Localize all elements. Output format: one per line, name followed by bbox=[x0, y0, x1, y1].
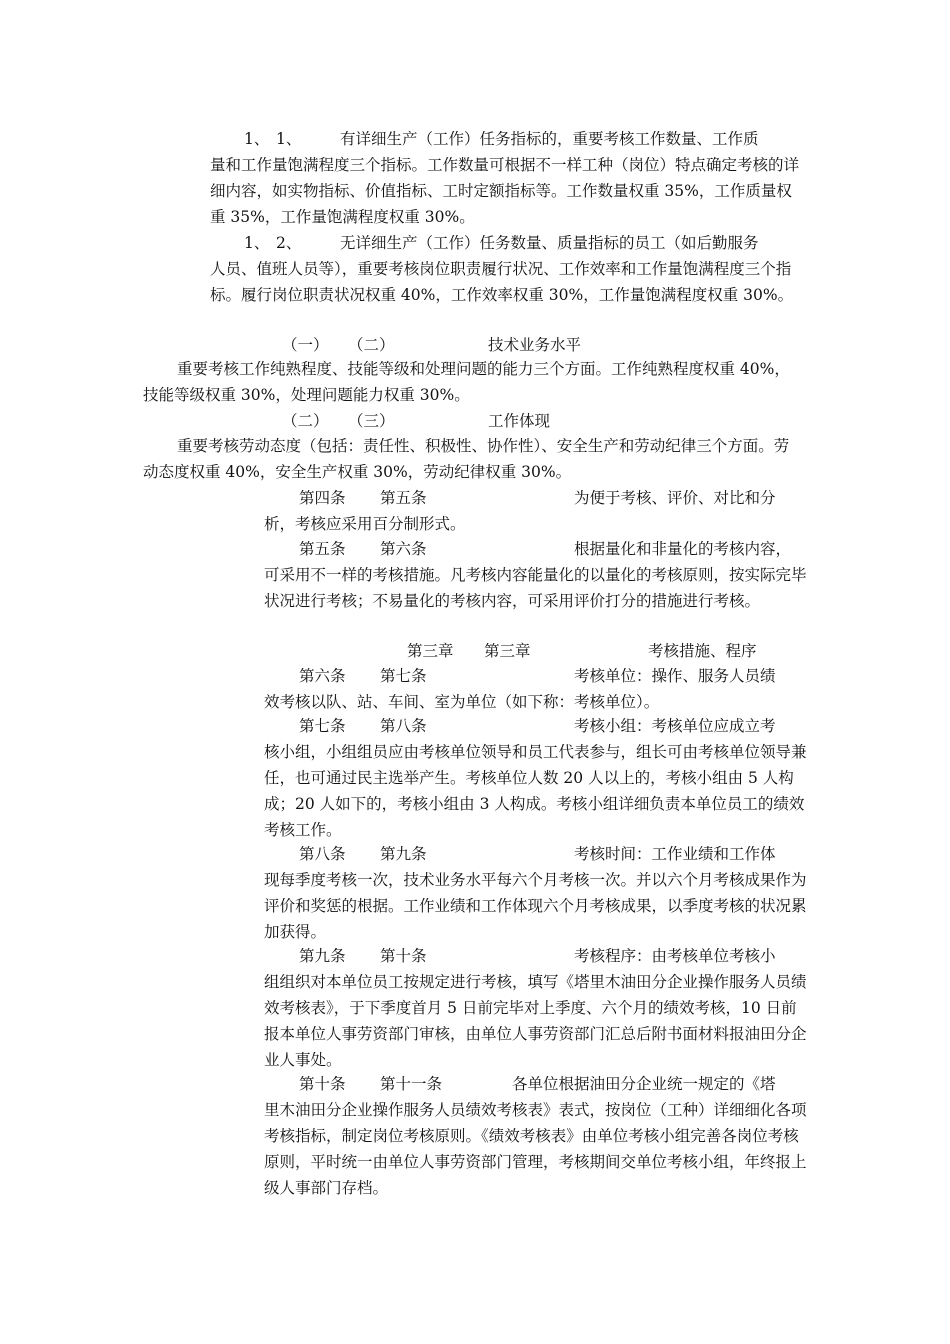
article-6-number: 第六条 bbox=[299, 667, 346, 685]
item-2-number: 1、 bbox=[244, 234, 270, 252]
article-5-number: 第五条 bbox=[299, 540, 346, 558]
article-7-text: 核小组，小组组员应由考核单位领导和员工代表参与，组长可由考核单位领导兼任，也可通过民主选举产生。考核单位人数 20 人以上的，考核小组由 5 人构成；20 人如下的，考核小组由 3 人构成。考核小组详细负责本单位员工的绩效考核工作。 bbox=[264, 743, 807, 839]
article-8-text: 现每季度考核一次，技术业务水平每六个月考核一次。并以六个月考核成果作为评价和奖惩的根据。工作业绩和工作体现六个月考核成果，以季度考核的状况累加获得。 bbox=[264, 871, 807, 941]
article-6-number-dup: 第七条 bbox=[380, 667, 427, 685]
section-tech-number-dup: （二） bbox=[348, 336, 395, 354]
article-9-number-dup: 第十条 bbox=[380, 947, 427, 965]
article-8-number-dup: 第九条 bbox=[380, 845, 427, 863]
article-10-text: 里木油田分企业操作服务人员绩效考核表》表式，按岗位（工种）详细细化各项考核指标，制定岗位考核原则。《绩效考核表》由单位考核小组完善各岗位考核原则，平时统一由单位人事劳资部门管理，考核期间交单位考核小组，年终报上级人事部门存档。 bbox=[264, 1101, 807, 1197]
item-2-number-dup: 2、 bbox=[276, 234, 302, 252]
article-6-text: 效考核以队、站、车间、室为单位（如下称：考核单位）。 bbox=[264, 693, 660, 711]
article-9-text: 组组织对本单位员工按规定进行考核，填写《塔里木油田分企业操作服务人员绩效考核表》，于下季度首月 5 日前完毕对上季度、六个月的绩效考核，10 日前报本单位人事劳资部门审核，由单位人事劳资部门汇总后附书面材料报油田分企业人事处。 bbox=[264, 973, 807, 1069]
section-tech-text: 重要考核工作纯熟程度、技能等级和处理问题的能力三个方面。工作纯熟程度权重 40%，技能等级权重 30%，处理问题能力权重 30%。 bbox=[143, 360, 790, 404]
chapter-number: 第三章 bbox=[407, 642, 454, 660]
item-1-text: 量和工作量饱满程度三个指标。工作数量可根据不一样工种（岗位）特点确定考核的详细内容，如实物指标、价值指标、工时定额指标等。工作数量权重 35%，工作质量权重 35%，工作量饱满程度权重 30%。 bbox=[210, 156, 800, 226]
article-8-first-line: 考核时间：工作业绩和工作体 bbox=[574, 845, 776, 863]
article-10-number: 第十条 bbox=[299, 1075, 346, 1093]
article-7-first-line: 考核小组：考核单位应成立考 bbox=[574, 717, 776, 735]
section-tech-number: （一） bbox=[282, 336, 329, 354]
article-4-number-dup: 第五条 bbox=[380, 489, 427, 507]
item-2-text: 人员、值班人员等），重要考核岗位职责履行状况、工作效率和工作量饱满程度三个指标。履行岗位职责状况权重 40%，工作效率权重 30%，工作量饱满程度权重 30%。 bbox=[210, 260, 794, 304]
article-6-first-line: 考核单位：操作、服务人员绩 bbox=[574, 667, 776, 685]
section-work-number-dup: （三） bbox=[348, 412, 395, 430]
article-5-number-dup: 第六条 bbox=[380, 540, 427, 558]
section-work-title: 工作体现 bbox=[488, 412, 551, 430]
article-9-number: 第九条 bbox=[299, 947, 346, 965]
article-7-number: 第七条 bbox=[299, 717, 346, 735]
article-5-text: 可采用不一样的考核措施。凡考核内容能量化的以量化的考核原则，按实际完毕状况进行考核；不易量化的考核内容，可采用评价打分的措施进行考核。 bbox=[264, 566, 807, 610]
article-4-text: 析，考核应采用百分制形式。 bbox=[264, 515, 466, 533]
item-1-number-dup: 1、 bbox=[276, 130, 302, 148]
article-7-number-dup: 第八条 bbox=[380, 717, 427, 735]
article-4-first-line: 为便于考核、评价、对比和分 bbox=[574, 489, 776, 507]
article-10-first-line: 各单位根据油田分企业统一规定的《塔 bbox=[512, 1075, 776, 1093]
item-2-first-line: 无详细生产（工作）任务数量、质量指标的员工（如后勤服务 bbox=[340, 234, 759, 252]
item-1-first-line: 有详细生产（工作）任务指标的，重要考核工作数量、工作质 bbox=[340, 130, 759, 148]
article-5-first-line: 根据量化和非量化的考核内容， bbox=[574, 540, 792, 558]
article-8-number: 第八条 bbox=[299, 845, 346, 863]
chapter-number-dup: 第三章 bbox=[484, 642, 531, 660]
chapter-title: 考核措施、程序 bbox=[648, 642, 757, 660]
article-10-number-dup: 第十一条 bbox=[380, 1075, 443, 1093]
section-tech-title: 技术业务水平 bbox=[488, 336, 582, 354]
section-work-text: 重要考核劳动态度（包括：责任性、积极性、协作性）、安全生产和劳动纪律三个方面。劳动态度权重 40%，安全生产权重 30%，劳动纪律权重 30%。 bbox=[143, 437, 790, 481]
article-9-first-line: 考核程序：由考核单位考核小 bbox=[574, 947, 776, 965]
section-work-number: （二） bbox=[282, 412, 329, 430]
article-4-number: 第四条 bbox=[299, 489, 346, 507]
item-1-number: 1、 bbox=[244, 130, 270, 148]
